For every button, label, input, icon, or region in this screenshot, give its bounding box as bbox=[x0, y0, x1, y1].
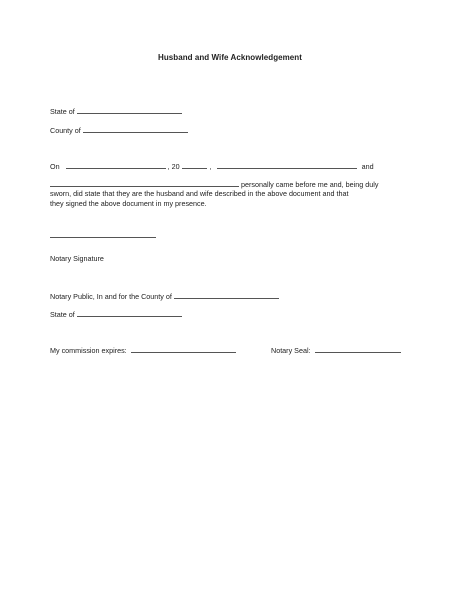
para-text-3: they signed the above document in my presence. bbox=[50, 198, 207, 208]
notary-county-line bbox=[50, 291, 279, 301]
names-blank[interactable] bbox=[217, 161, 357, 169]
notary-state-line bbox=[50, 309, 182, 319]
state-label: State of bbox=[50, 107, 75, 116]
state-blank[interactable] bbox=[77, 106, 182, 114]
seal-label: Notary Seal: bbox=[271, 346, 311, 355]
year-blank[interactable] bbox=[182, 161, 207, 169]
year-prefix: , 20 bbox=[167, 162, 180, 171]
document-title: Husband and Wife Acknowledgement bbox=[158, 53, 302, 62]
notary-state-label: State of bbox=[50, 310, 75, 319]
date-blank[interactable] bbox=[66, 161, 166, 169]
seal-line bbox=[271, 345, 401, 355]
commission-line bbox=[50, 345, 236, 355]
second-name-blank[interactable] bbox=[50, 179, 239, 187]
and-label: and bbox=[361, 162, 374, 171]
county-blank[interactable] bbox=[83, 125, 188, 133]
notary-state-blank[interactable] bbox=[77, 309, 182, 317]
para-text-1: personally came before me and, being duly bbox=[241, 180, 379, 189]
seal-blank[interactable] bbox=[315, 345, 401, 353]
acknowledgement-paragraph bbox=[50, 179, 412, 208]
on-label: On bbox=[50, 162, 60, 171]
para-text-2: sworn, did state that they are the husband and wife described in the above document and that bbox=[50, 189, 349, 199]
notary-signature-line[interactable] bbox=[50, 237, 156, 238]
notary-county-blank[interactable] bbox=[174, 291, 279, 299]
commission-label: My commission expires: bbox=[50, 346, 127, 355]
commission-blank[interactable] bbox=[131, 345, 236, 353]
date-line bbox=[50, 161, 374, 171]
state-line bbox=[50, 106, 182, 116]
notary-signature-label: Notary Signature bbox=[50, 254, 104, 263]
county-label: County of bbox=[50, 126, 81, 135]
county-line bbox=[50, 125, 188, 135]
date-comma: , bbox=[209, 162, 212, 171]
notary-public-label: Notary Public, In and for the County of bbox=[50, 292, 172, 301]
